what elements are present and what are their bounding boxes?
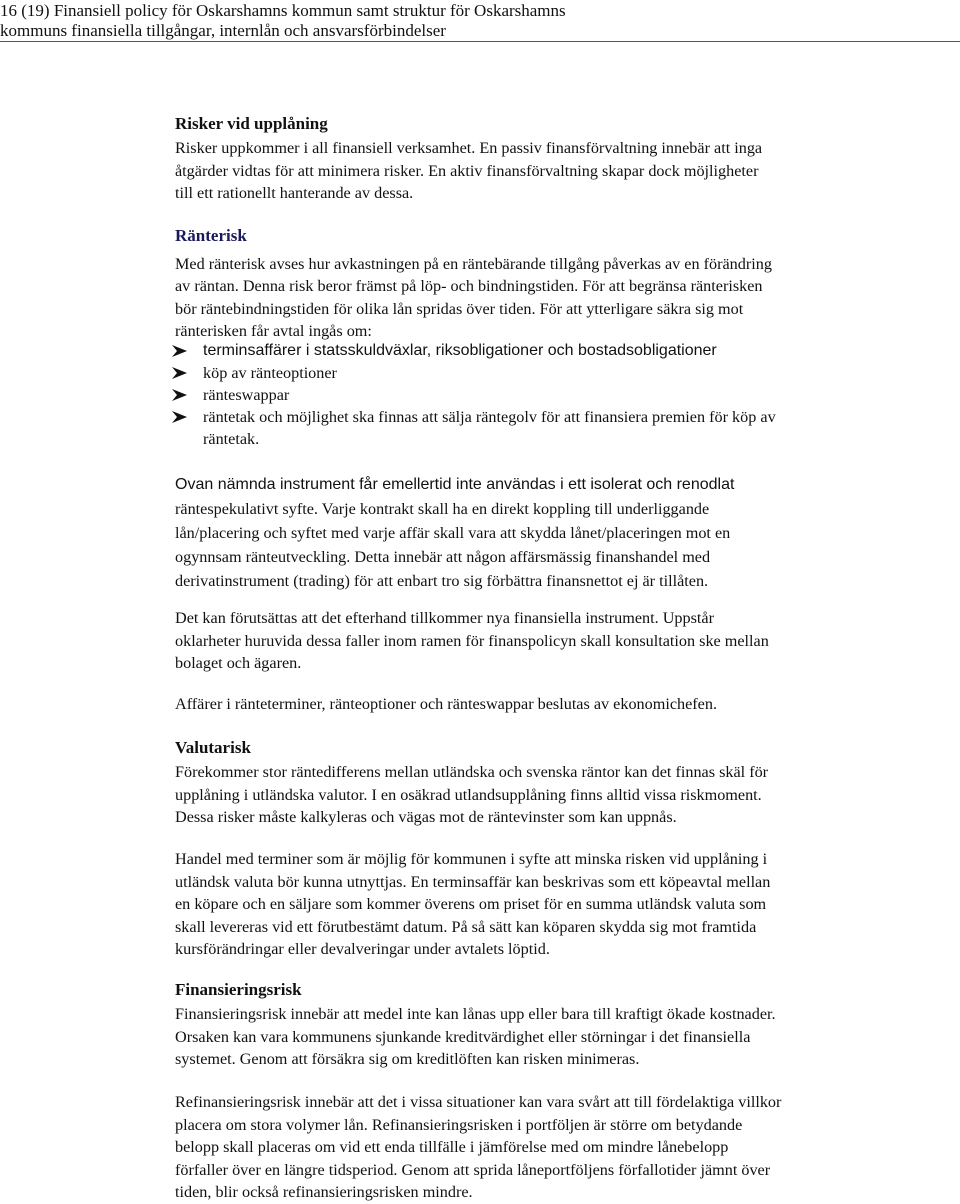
list-item: [175, 340, 875, 362]
paragraph: [175, 607, 875, 675]
paragraph-line: skall levereras vid ett förutbestämt datum. På så sätt kan köparen skydda sig mot framtida: [175, 917, 757, 936]
section-valutarisk: [175, 737, 875, 829]
paragraph-line: en köpare och en säljare som kommer överens om priset för en summa utländsk valuta som: [175, 895, 767, 913]
paragraph-line: systemet. Genom att försäkra sig om kreditlöften kan risken minimeras.: [175, 1050, 640, 1068]
paragraph-line: Med ränterisk avses hur avkastningen på en räntebärande tillgång påverkas av en förändring: [175, 254, 772, 273]
paragraph-line: Ovan nämnda instrument får emellertid inte användas i ett isolerat och renodlat: [175, 476, 735, 493]
paragraph-line: ogynnsam ränteutveckling. Detta innebär att någon affärsmässig finanshandel med: [175, 548, 711, 566]
paragraph: [175, 693, 875, 716]
paragraph-line: ränterisken får avtal ingås om:: [175, 322, 372, 340]
section-heading-finansieringsrisk: Finansieringsrisk: [175, 980, 302, 999]
section-heading-upplaning: Risker vid upplåning: [175, 114, 328, 133]
paragraph-line: bör räntebindningstiden för olika lån spridas över tiden. För att ytterligare säkra sig mot: [175, 299, 744, 318]
bullet-list: [175, 340, 875, 450]
paragraph-line: placera om stora volymer lån. Refinansieringsrisken i portföljen är större om betydande: [175, 1115, 743, 1134]
paragraph: [175, 848, 875, 961]
list-item: [175, 362, 875, 384]
paragraph-line: tiden, blir också refinansieringsrisken mindre.: [175, 1183, 473, 1201]
arrowhead-bullet-icon: [171, 388, 189, 402]
list-item-continuation: räntetak.: [203, 430, 260, 448]
paragraph-line: oklarheter huruvida dessa faller inom ramen för finanspolicyn skall konsultation ske mellan: [175, 631, 769, 650]
paragraph-line: lån/placering och syftet med varje affär skall vara att skydda lånet/placeringen mot en: [175, 524, 731, 542]
paragraph-line: Orsaken kan vara kommunens sjunkande kreditvärdighet eller störningar i det finansiella: [175, 1027, 751, 1046]
paragraph-line: derivatinstrument (trading) för att enbart tro sig förbättra finansnettot ej är tillåten.: [175, 572, 709, 590]
paragraph-line: Förekommer stor räntedifferens mellan utländska och svenska räntor kan det finnas skäl för: [175, 763, 769, 781]
paragraph-line: Refinansieringsrisk innebär att det i vissa situationer kan vara svårt att till fördelaktiga villkor: [175, 1093, 782, 1111]
section-heading-valutarisk: Valutarisk: [175, 738, 251, 757]
arrowhead-bullet-icon: [171, 410, 189, 424]
section-upplaning: [175, 113, 875, 205]
paragraph-line: Finansieringsrisk innebär att medel inte kan lånas upp eller bara till kraftigt ökade kostnader.: [175, 1005, 776, 1023]
section-heading-ranterisk: Ränterisk: [175, 226, 247, 245]
list-item-text: köp av ränteoptioner: [203, 364, 337, 382]
arrowhead-bullet-icon: [171, 366, 189, 380]
paragraph-line: av räntan. Denna risk beror främst på löp- och bindningstiden. För att begränsa ränterisken: [175, 277, 763, 295]
list-item-text: ränteswappar: [203, 386, 290, 404]
paragraph-line: Affärer i ränteterminer, ränteoptioner och ränteswappar beslutas av ekonomichefen.: [175, 695, 717, 713]
paragraph-line: till ett rationellt hanterande av dessa.: [175, 184, 414, 202]
paragraph-line: bolaget och ägaren.: [175, 654, 302, 672]
paragraph-line: åtgärder vidtas för att minimera risker. En aktiv finansförvaltning skapar dock möjligheter: [175, 161, 759, 180]
paragraph: [175, 1091, 875, 1204]
page-header: [0, 0, 960, 45]
paragraph-line: kursförändringar eller devalveringar under avtalets löptid.: [175, 940, 550, 958]
paragraph-line: utländsk valuta bör kunna utnyttjas. En terminsaffär kan beskrivas som ett köpeavtal mellan: [175, 872, 771, 891]
paragraph-line: Handel med terminer som är möjlig för kommunen i syfte att minska risken vid upplåning i: [175, 850, 768, 868]
list-item-text: terminsaffärer i statsskuldväxlar, riksobligationer och bostadsobligationer: [203, 342, 717, 359]
paragraph-line: Risker uppkommer i all finansiell verksamhet. En passiv finansförvaltning innebär att inga: [175, 139, 763, 157]
list-item: [175, 406, 875, 428]
paragraph-line: Det kan förutsättas att det efterhand tillkommer nya finansiella instrument. Uppstår: [175, 609, 714, 627]
paragraph-line: förfaller över en längre tidsperiod. Genom att sprida låneportföljens förfallotider jämnt över: [175, 1160, 771, 1179]
header-title-line2: kommuns finansiella tillgångar, internlån och ansvarsförbindelser: [0, 21, 446, 40]
section-finansieringsrisk: [175, 979, 875, 1071]
header-title-line1: 16 (19) Finansiell policy för Oskarshamns kommun samt struktur för Oskarshamns: [0, 1, 566, 20]
header-divider: [0, 41, 960, 42]
list-item: [175, 384, 875, 406]
paragraph-line: räntespekulativt syfte. Varje kontrakt skall ha en direkt koppling till underliggande: [175, 500, 710, 518]
paragraph-line: Dessa risker måste kalkyleras och vägas mot de räntevinster som kan uppnås.: [175, 808, 677, 826]
paragraph-line: belopp skall placeras om vid ett enda tillfälle i jämförelse med om mindre lånebelopp: [175, 1138, 729, 1156]
paragraph: [175, 473, 875, 593]
section-ranterisk: [175, 225, 875, 343]
arrowhead-bullet-icon: [171, 344, 189, 358]
list-item-text: räntetak och möjlighet ska finnas att sälja räntegolv för att finansiera premien för köp av: [203, 408, 776, 426]
paragraph-line: upplåning i utländska valutor. I en osäkrad utlandsupplåning finns alltid vissa riskmoment.: [175, 785, 762, 804]
